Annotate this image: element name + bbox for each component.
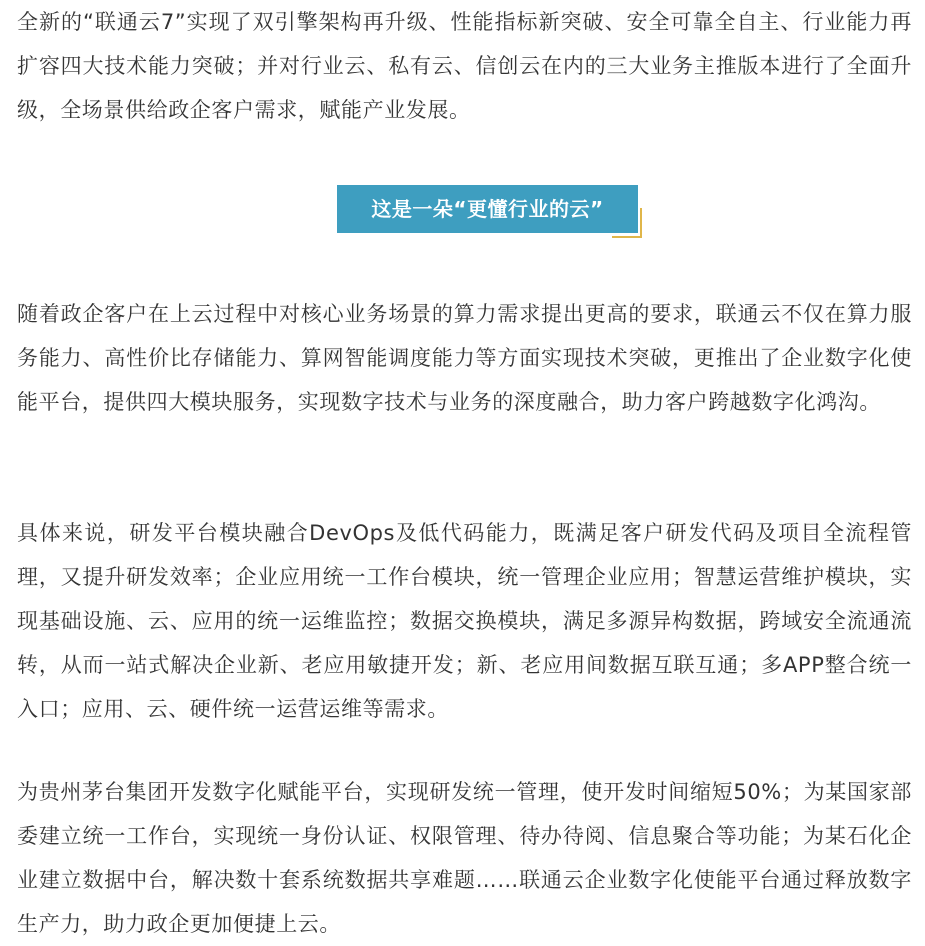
- section-heading-label: 这是一朵“更懂行业的云”: [337, 185, 638, 233]
- platform-paragraph: 随着政企客户在上云过程中对核心业务场景的算力需求提出更高的要求，联通云不仅在算力服务能力、高性价比存储能力、算网智能调度能力等方面实现技术突破，更推出了企业数字化使能平台，提供四大模块服务，实现数字技术与业务的深度融合，助力客户跨越数字化鸿沟。: [17, 302, 912, 414]
- modules-paragraph: 具体来说，研发平台模块融合DevOps及低代码能力，既满足客户研发代码及项目全流程管理，又提升研发效率；企业应用统一工作台模块，统一管理企业应用；智慧运营维护模块，实现基础设施、云、应用的统一运维监控；数据交换模块，满足多源异构数据，跨域安全流通流转，从而一站式解决企业新、老应用敏捷开发；新、老应用间数据互联互通；多APP整合统一入口；应用、云、硬件统一运营运维等需求。: [17, 521, 912, 721]
- case-studies-paragraph: 为贵州茅台集团开发数字化赋能平台，实现研发统一管理，使开发时间缩短50%；为某国家部委建立统一工作台，实现统一身份认证、权限管理、待办待阅、信息聚合等功能；为某石化企业建立数据中台，解决数十套系统数据共享难题……联通云企业数字化使能平台通过释放数字生产力，助力政企更加便捷上云。: [17, 780, 912, 936]
- intro-paragraph: 全新的“联通云7”实现了双引擎架构再升级、性能指标新突破、安全可靠全自主、行业能力再扩容四大技术能力突破；并对行业云、私有云、信创云在内的三大业务主推版本进行了全面升级，全场景供给政企客户需求，赋能产业发展。: [17, 10, 912, 122]
- section-heading: [337, 185, 642, 238]
